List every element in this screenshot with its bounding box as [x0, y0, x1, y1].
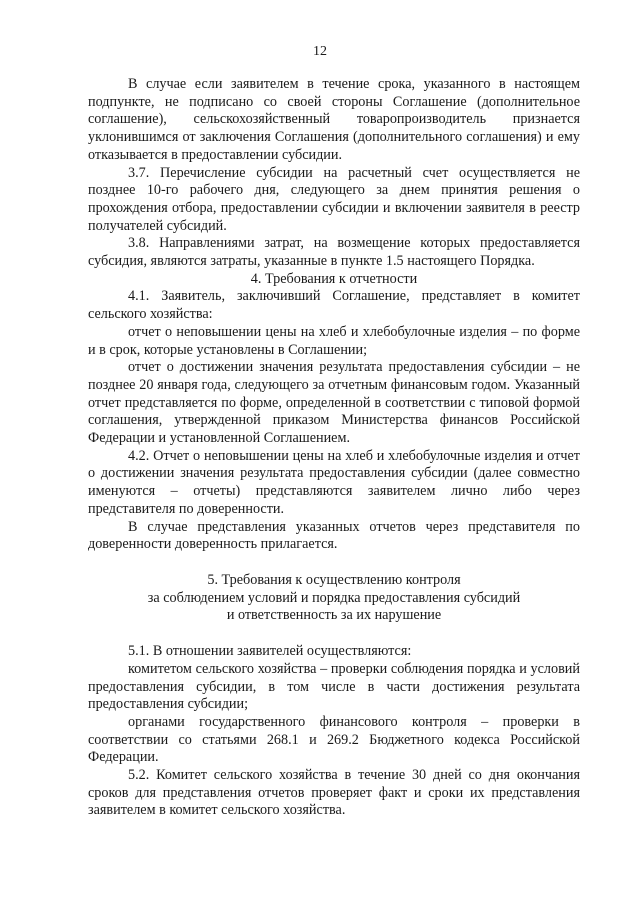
paragraph: органами государственного финансового контроля – проверки в соответствии со статьями 268.1 и 269.2 Бюджетного кодекса Российской Федерации. [88, 713, 580, 766]
paragraph: отчет о достижении значения результата предоставления субсидии – не позднее 20 января года, следующего за отчетным финансовым годом. Указанный отчет представляется по форме, определенной в соответствии с типовой формой соглашения, утвержденной приказом Министерства финансов Российской Федерации и установленной Соглашением. [88, 359, 580, 447]
paragraph: комитетом сельского хозяйства – проверки соблюдения порядка и условий предоставления субсидии, в том числе в части достижения результата предоставления субсидии; [88, 660, 580, 713]
section-5-heading-line: 5. Требования к осуществлению контроля [207, 571, 461, 588]
section-4-heading: 4. Требования к отчетности [250, 270, 418, 287]
section-5-heading [88, 572, 580, 625]
paragraph: 4.2. Отчет о неповышении цены на хлеб и хлебобулочные изделия и отчет о достижении значения результата предоставления субсидии (далее совместно именуются – отчеты) представляются заявителем лично либо через представителя по доверенности. [88, 447, 580, 517]
section-5-heading-line: и ответственность за их нарушение [226, 607, 442, 624]
paragraph: В случае если заявителем в течение срока, указанного в настоящем подпункте, не подписано со своей стороны Соглашение (дополнительное соглашение), сельскохозяйственный товаропроизводитель признается уклонившимся от заключения Соглашения (дополнительного соглашения) и ему отказывается в предоставлении субсидии. [88, 76, 580, 163]
paragraph: 3.8. Направлениями затрат, на возмещение которых предоставляется субсидия, являются затраты, указанные в пункте 1.5 настоящего Порядка. [88, 235, 580, 270]
paragraph: 3.7. Перечисление субсидии на расчетный счет осуществляется не позднее 10-го рабочего дня, следующего за днем принятия решения о прохождения отбора, предоставлении субсидии и включении заявителя в реестр получателей субсидий. [88, 164, 580, 234]
paragraph: 5.1. В отношении заявителей осуществляются: [128, 643, 412, 660]
section-5-heading-line: за соблюдением условий и порядка предоставления субсидий [147, 589, 521, 606]
paragraph: 5.2. Комитет сельского хозяйства в течение 30 дней со дня окончания сроков для представления отчетов проверяет факт и сроки их представления заявителем в комитет сельского хозяйства. [88, 767, 580, 819]
paragraph: В случае представления указанных отчетов через представителя по доверенности доверенность прилагается. [88, 518, 580, 553]
document-body [88, 76, 580, 820]
paragraph: 4.1. Заявитель, заключивший Соглашение, представляет в комитет сельского хозяйства: [88, 288, 580, 323]
page-number: 12 [313, 44, 327, 59]
paragraph: отчет о неповышении цены на хлеб и хлебобулочные изделия – по форме и в срок, которые установлены в Соглашении; [88, 323, 580, 358]
